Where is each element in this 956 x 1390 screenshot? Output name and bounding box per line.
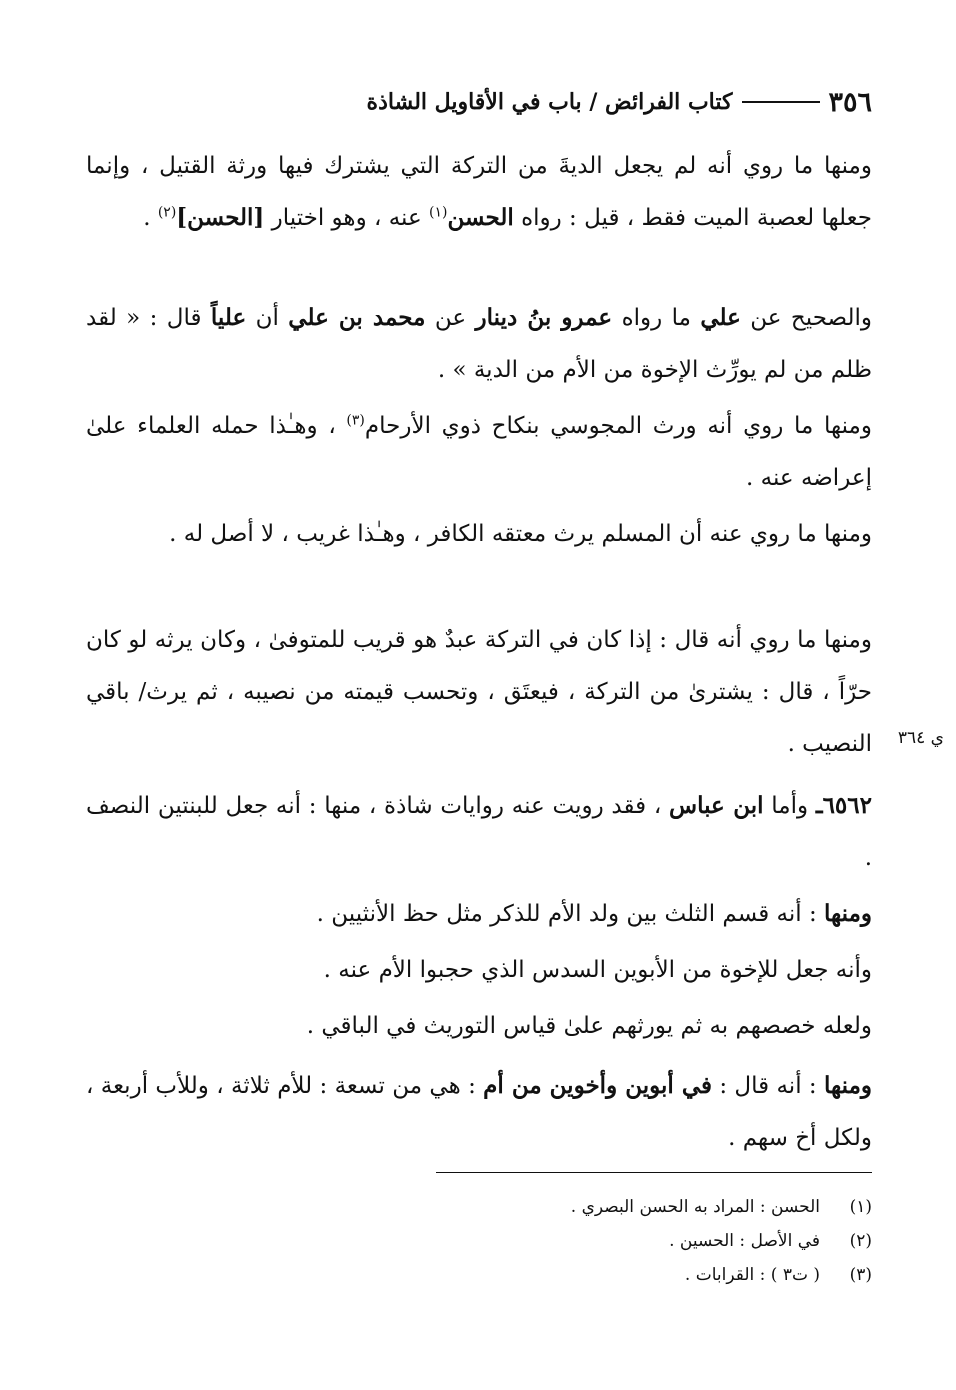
header-title: كتاب الفرائض / باب في الأقاويل الشاذة (366, 89, 733, 115)
page-number: ٣٥٦ (828, 86, 872, 118)
margin-note: ي ٣٦٤ (897, 728, 944, 748)
header-rule (742, 101, 820, 103)
section-number: ٦٥٦٢ـ (815, 792, 872, 819)
paragraph-5: ومنها ما روي أنه قال : إذا كان في التركة عبدٌ هو قريب للمتوفىٰ ، وكان يرثه لو كان حرّاً ، قال : يشترىٰ من التركة ، فيعتَق ، وتحسب قيمته من نصيبه ، ثم يرث/ باقي النصيب . (86, 627, 872, 757)
footnote-ref-2[interactable]: (٢) (157, 204, 177, 221)
footnotes (86, 1190, 872, 1292)
footnote-1: (١) الحسن : المراد به الحسن البصري . (570, 1197, 872, 1217)
paragraph-10: ومنها : أنه قال : في أبوين وأخوين من أم : هي من تسعة : للأم ثلاثة ، وللأب أربعة ، ولكل أخ سهم . (86, 1072, 872, 1151)
footnote-3: (٣) ( ت٣ ) : القرابات . (684, 1265, 872, 1285)
paragraph-7: ومنها : أنه قسم الثلث بين ولد الأم للذكر مثل حظ الأنثيين . (316, 900, 872, 927)
paragraph-4: ومنها ما روي عنه أن المسلم يرث معتقه الكافر ، وهـٰذا غريب ، لا أصل له . (169, 521, 872, 547)
footnote-ref-3[interactable]: (٣) (346, 412, 365, 429)
paragraph-2: والصحيح عن علي ما رواه عمرو بنُ دينار عن محمد بن علي أن علياً قال : « لقد ظلم من لم يورِّث الإخوة من الأم من الدية » . (86, 304, 873, 383)
running-header (86, 82, 872, 122)
footnote-rule (436, 1172, 872, 1173)
footnote-ref-1[interactable]: (١) (429, 204, 448, 221)
paragraph-8: وأنه جعل للإخوة من الأبوين السدس الذي حجبوا الأم عنه . (323, 957, 872, 983)
paragraph-6: ٦٥٦٢ـ وأما ابن عباس ، فقد رويت عنه روايات شاذة ، منها : أنه جعل للبنتين النصف . (86, 792, 872, 871)
footnote-2: (٢) في الأصل : الحسين . (669, 1231, 872, 1251)
paragraph-9: ولعله خصصهم به ثم يورثهم علىٰ قياس التوريث في الباقي . (306, 1013, 872, 1039)
paragraph-1: ومنها ما روي أنه لم يجعل الديةَ من التركة التي يشترك فيها ورثة القتيل ، وإنما جعلها لعصبة الميت فقط ، قيل : رواه الحسن$^{(١)}$ عنه ، وهو اختيار [الحسن]$^{(٢)}$ . (86, 153, 872, 231)
paragraph-3: ومنها ما روي أنه ورث المجوسي بنكاح ذوي الأرحام$^{(٣)}$ ، وهـٰذا حمله العلماء علىٰ إعراضه عنه . (86, 412, 872, 491)
